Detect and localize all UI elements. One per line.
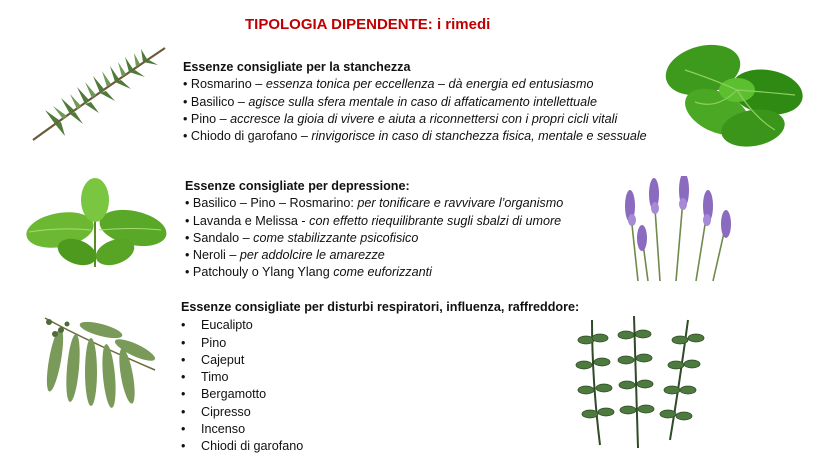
basil-image [655, 40, 815, 150]
list-item: • Lavanda e Melissa - con effetto riequilibrante sugli sbalzi di umore [185, 213, 562, 228]
list-item: • Patchouly o Ylang Ylang come euforizzanti [185, 265, 432, 280]
section-heading: Essenze consigliate per disturbi respiratori, influenza, raffreddore: [181, 300, 580, 314]
list-item: • Timo [181, 370, 229, 385]
section-stanchezza [183, 59, 647, 145]
list-item: • Basilico – Pino – Rosmarino: per tonificare e ravvivare l’organismo [185, 196, 564, 211]
page-title: TIPOLOGIA DIPENDENTE: i rimedi [245, 16, 491, 33]
section-heading: Essenze consigliate per la stanchezza [183, 60, 411, 74]
thyme-image [570, 310, 710, 450]
list-item: • Rosmarino – essenza tonica per eccellenza – dà energia ed entusiasmo [183, 77, 594, 92]
section-respiratori [181, 299, 579, 456]
list-item: • Eucalipto [181, 318, 253, 333]
list-item: • Bergamotto [181, 387, 267, 402]
list-item: • Cipresso [181, 404, 251, 419]
list-item: • Chiodo di garofano – rinvigorisce in caso di stanchezza fisica, mentale e sessuale [183, 129, 647, 144]
mint-image [15, 172, 175, 272]
list-item: • Neroli – per addolcire le amarezze [185, 248, 385, 263]
rosemary-image [25, 40, 175, 150]
list-item: • Sandalo – come stabilizzante psicofisico [185, 230, 419, 245]
list-item: • Chiodi di garofano [181, 439, 304, 454]
list-item: • Incenso [181, 422, 246, 437]
list-item: • Pino [181, 335, 227, 350]
section-heading: Essenze consigliate per depressione: [185, 179, 410, 193]
lavender-image [608, 176, 738, 284]
list-item: • Basilico – agisce sulla sfera mentale in caso di affaticamento intellettuale [183, 94, 597, 109]
eucalyptus-image [35, 310, 165, 422]
section-depressione [185, 178, 563, 282]
list-item: • Cajeput [181, 352, 245, 367]
list-item: • Pino – accresce la gioia di vivere e aiuta a riconnettersi con i propri cicli vitali [183, 111, 618, 126]
